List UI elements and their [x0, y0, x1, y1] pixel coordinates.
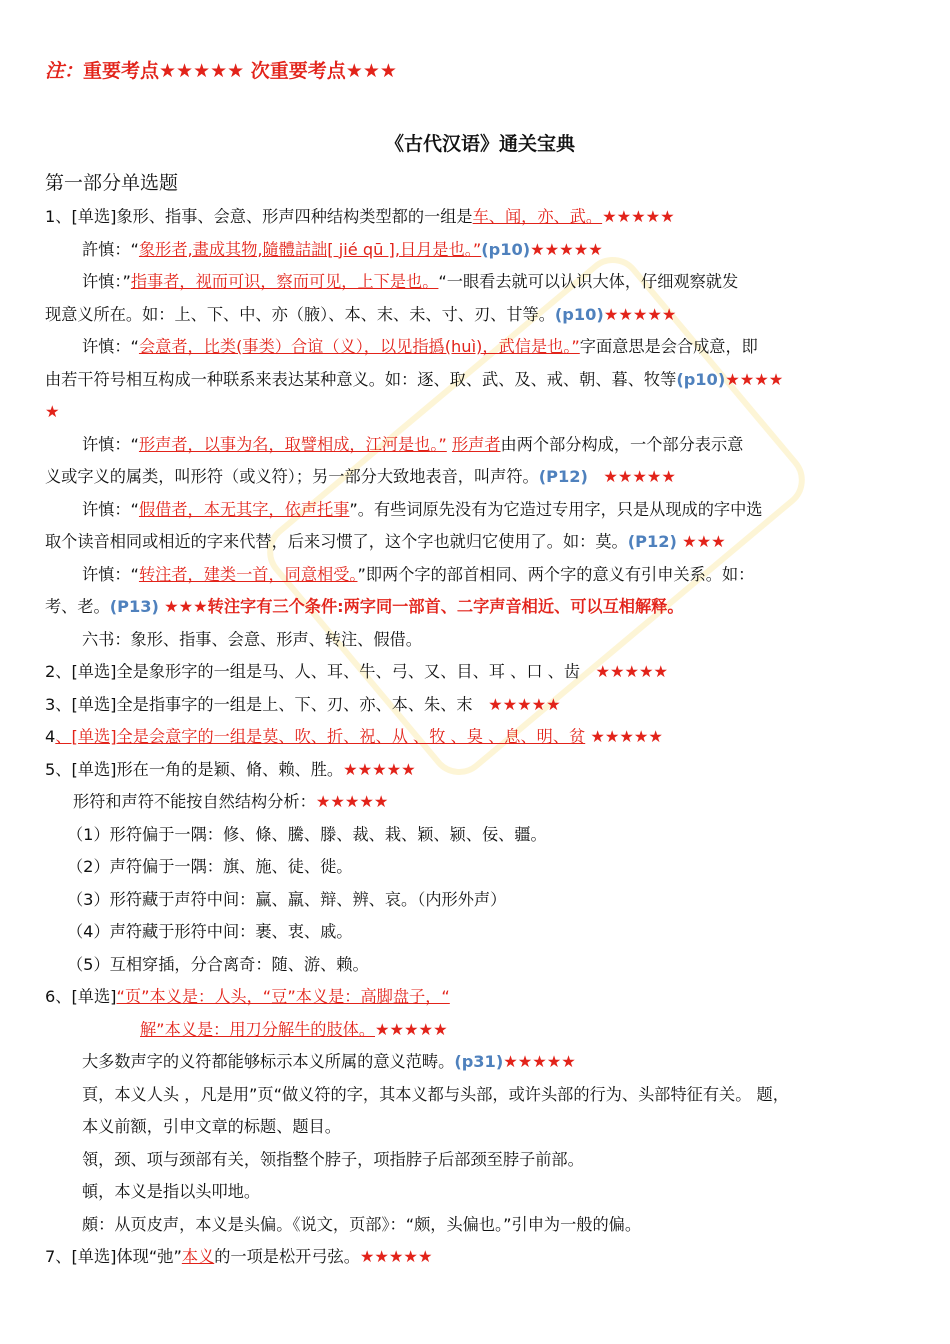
q5-text: 5、[单选]形在一角的是颖、脩、赖、胜。 [45, 759, 344, 779]
question-6 [45, 981, 915, 1014]
zhuanzhu-stars: ★★★ [164, 597, 208, 616]
legend-note [45, 55, 915, 87]
question-7 [45, 1241, 915, 1274]
jiajie-stars: ★★★ [682, 532, 726, 551]
fenxi-item: （2）声符偏于一隅：旗、施、徒、徙。 [67, 857, 353, 876]
q4-stars: ★★★★★ [590, 727, 663, 746]
q3-text: 3、[单选]全是指事字的一组是上、下、刃、亦、本、朱、末 [45, 694, 473, 714]
fenxi-item: （1）形符偏于一隅：修、條、騰、滕、裁、栽、颖、颍、佞、疆。 [67, 824, 547, 844]
fenxi-line [45, 786, 915, 819]
q3-stars: ★★★★★ [488, 694, 561, 714]
zhuanzhu-explain: ”即两个字的部首相同、两个字的意义有引申关系。如： [357, 564, 755, 584]
fenxi-text: 形符和声符不能按自然结构分析： [73, 792, 316, 811]
huiyi-examples: 由若干符号相互构成一种联系来表达某种意义。如：逐、取、武、及、戒、朝、暮、牧等 [45, 369, 677, 389]
q7-keyword: 本义 [181, 1247, 215, 1266]
legend-note-lead: 注： [45, 60, 84, 82]
huiyi-stars: ★★★★ [725, 369, 784, 389]
zhuanzhu-line [45, 559, 915, 592]
fenxi-item: （5）互相穿插，分合离奇：随、游、赖。 [67, 954, 369, 974]
zhishi-stars: ★★★★★ [603, 304, 677, 324]
q7-text-2: 的一项是松开弓弦。 [214, 1247, 360, 1266]
q6-answer: “页”本义是：人头，“豆”本义是：高脚盘子，“ [116, 987, 450, 1006]
zhuanzhu-conditions: 转注字有三个条件:两字同一部首、二字声音相近、可以互相解释。 [207, 597, 684, 616]
q6-note-2: 頁，本义人头 ，凡是用”页“做义符的字，其本义都与头部，或许头部的行为、头部特征有关。 题， [82, 1084, 789, 1104]
xiangxing-stars: ★★★★★ [530, 239, 603, 259]
jiajie-line-2 [45, 526, 915, 559]
xingsheng-term: 形声者 [451, 434, 501, 454]
document-page [45, 55, 915, 1274]
q6-answer-2: 解”本义是：用刀分解牛的肢体。 [140, 1019, 376, 1039]
section-heading: 第一部分单选题 [45, 172, 179, 194]
q4-text: 、[单选]全是会意字的一组是莫、吹、折、祝、从 、牧 、臭 、息、明、贫 [55, 727, 586, 746]
jiajie-explain-2: 取个读音相同或相近的字来代替，后来习惯了，这个字也就归它使用了。如：莫。 [45, 532, 628, 551]
q6-text: 6、[单选] [45, 987, 117, 1006]
q6-note-1-stars: ★★★★★ [503, 1052, 576, 1071]
legend-note-text: 重要考点★★★★★ 次重要考点★★★ [83, 60, 397, 82]
fenxi-stars: ★★★★★ [315, 792, 389, 811]
zhuanzhu-page-ref: (P13) [109, 597, 159, 616]
xingsheng-page-ref: (P12) [538, 467, 588, 486]
zhishi-examples: 现意义所在。如：上、下、中、亦（腋）、本、末、未、寸、刃、甘等。 [45, 304, 555, 324]
question-3 [45, 689, 915, 722]
q6-note-1-text: 大多数声字的义符都能够标示本义所属的意义范畴。 [82, 1052, 455, 1071]
fenxi-item: （4）声符藏于形符中间：裹、衷、戚。 [67, 922, 353, 941]
xingsheng-lead: 许慎：“ [82, 434, 139, 454]
huiyi-explain: 字面意思是会合成意，即 [579, 337, 758, 356]
jiajie-page-ref: (P12) [627, 532, 677, 551]
jiajie-lead: 许慎：“ [82, 499, 139, 519]
q4-number: 4 [45, 727, 56, 746]
q5-stars: ★★★★★ [343, 759, 416, 779]
document-title: 《古代汉语》通关宝典 [384, 133, 575, 155]
zhuanzhu-line-2 [45, 591, 915, 624]
q6-note-6: 頗：从页皮声，本义是头偏。《说文，页部》：“颇，头偏也。”引申为一般的偏。 [82, 1214, 642, 1234]
zhishi-line-2 [45, 299, 915, 332]
zhuanzhu-example: 考、老。 [45, 597, 110, 616]
q1-text: 1、[单选]象形、指事、会意、形声四种结构类型都的一组是 [45, 207, 473, 226]
huiyi-lead: 许慎：“ [82, 337, 139, 356]
q6-note-4: 領，颈、项与颈部有关，领指整个脖子，项指脖子后部颈至脖子前部。 [82, 1149, 584, 1169]
zhishi-page-ref: (p10) [554, 304, 604, 324]
zhuanzhu-lead: 许慎：“ [82, 564, 139, 584]
q6-stars: ★★★★★ [375, 1019, 448, 1039]
q1-answer: 车、闻，亦、武。 [472, 207, 603, 226]
xiangxing-line [45, 234, 915, 267]
xingsheng-line-2 [45, 461, 915, 494]
question-4 [45, 721, 915, 754]
xingsheng-explain-2: 义或字义的属类，叫形符（或义符）；另一部分大致地表音，叫声符。 [45, 467, 539, 486]
xiangxing-definition: 象形者,畫成其物,隨體詰詘[ jié qū ],日月是也。” [138, 239, 482, 259]
huiyi-page-ref: (p10) [676, 369, 726, 389]
xiangxing-page-ref: (p10) [481, 239, 531, 259]
jiajie-explain: ”。有些词原先没有为它造过专用字，只是从现成的字中选 [349, 499, 763, 519]
q7-text: 7、[单选]体现“弛” [45, 1247, 182, 1266]
xingsheng-line [45, 429, 915, 462]
xingsheng-stars: ★★★★★ [603, 467, 676, 486]
zhishi-definition: 指事者，视而可识，察而可见，上下是也。 [130, 272, 439, 291]
q7-stars: ★★★★★ [359, 1247, 433, 1266]
xingsheng-explain: 由两个部分构成，一个部分表示意 [500, 434, 744, 454]
zhishi-explain: “一眼看去就可以认识大体，仔细观察就发 [438, 272, 739, 291]
question-5 [45, 754, 915, 787]
zhishi-line [45, 266, 915, 299]
xingsheng-definition: 形声者，以事为名，取譬相成，江河是也。” [138, 434, 447, 454]
jiajie-definition: 假借者，本无其字，依声托事 [138, 499, 350, 519]
fenxi-item: （3）形符藏于声符中间：赢、羸、辩、辨、哀。（内形外声） [67, 889, 507, 909]
question-1 [45, 201, 915, 234]
question-2 [45, 656, 915, 689]
q6-note-5: 頓，本义是指以头叩地。 [82, 1182, 261, 1201]
zhuanzhu-definition: 转注者，建类一首，同意相受。 [138, 564, 358, 584]
huiyi-star-wrap: ★ [45, 402, 60, 421]
q2-stars: ★★★★★ [595, 662, 669, 681]
huiyi-line [45, 331, 915, 364]
zhishi-lead: 许慎：” [82, 272, 131, 291]
q2-text: 2、[单选]全是象形字的一组是马、人、耳、牛、弓、又、目、耳 、口 、齿 [45, 662, 581, 681]
question-6-line-2 [45, 1014, 915, 1047]
huiyi-line-3 [45, 396, 915, 429]
q1-stars: ★★★★★ [602, 207, 675, 226]
q6-note-3: 本义前额，引申文章的标题、题目。 [82, 1117, 341, 1136]
huiyi-definition: 会意者，比类(事类）合谊（义），以见指撝(huì)，武信是也。” [138, 337, 580, 356]
xiangxing-lead: 許慎：“ [82, 239, 139, 259]
jiajie-line [45, 494, 915, 527]
huiyi-line-2 [45, 364, 915, 397]
liushu-line: 六书：象形、指事、会意、形声、转注、假借。 [82, 629, 422, 649]
q6-note-1 [45, 1046, 915, 1079]
q6-note-1-page-ref: (p31) [454, 1052, 504, 1071]
